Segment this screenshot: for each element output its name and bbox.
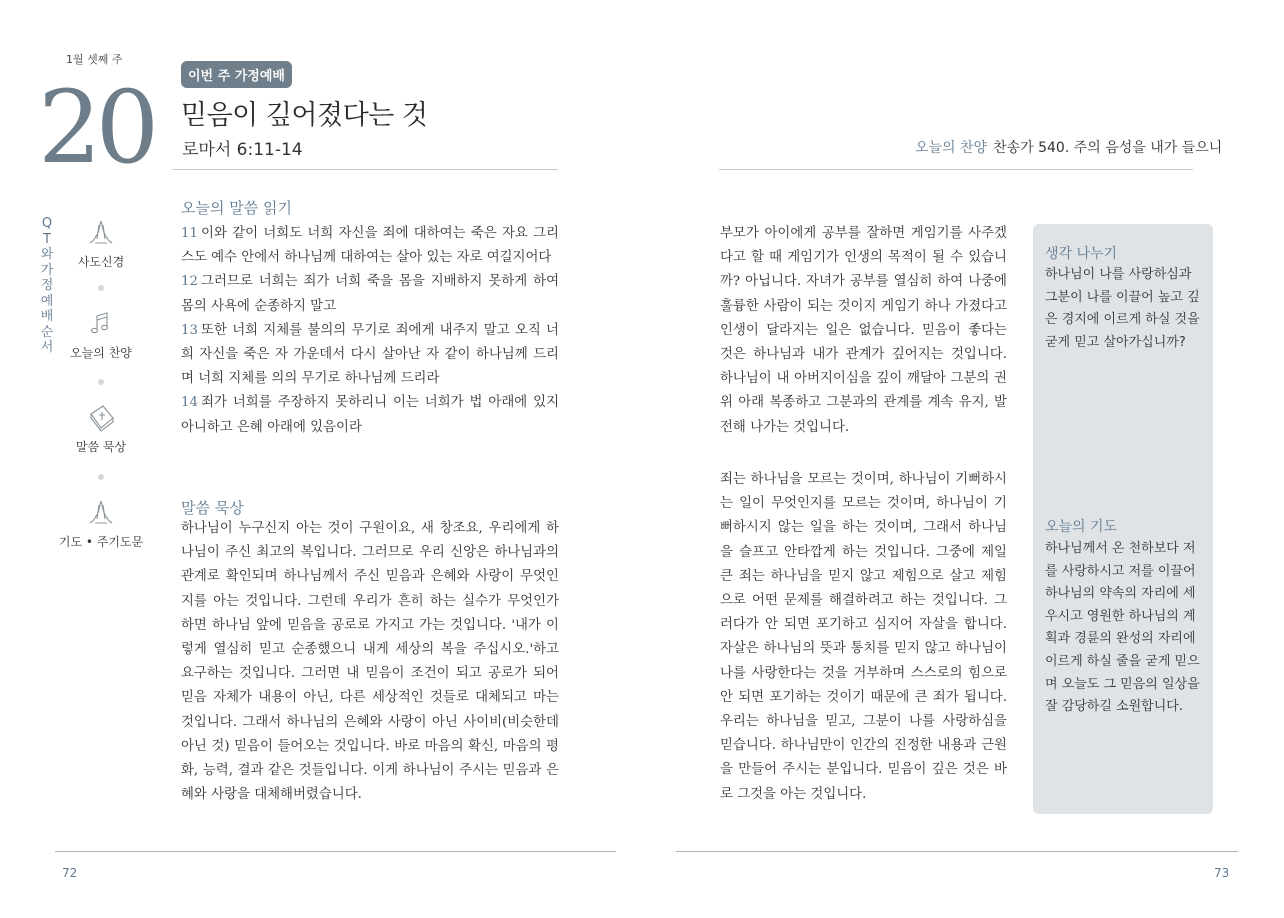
- verse: [181, 274, 559, 313]
- verse-number: 12: [181, 274, 199, 290]
- hymn-title: 찬송가 540. 주의 음성을 내가 들으니: [993, 140, 1223, 156]
- verse-number: 14: [181, 395, 199, 411]
- worship-badge: 이번 주 가정예배: [181, 61, 292, 88]
- step-label: 오늘의 찬양: [70, 346, 132, 360]
- step-separator: [98, 379, 104, 385]
- step-hymn: [56, 310, 146, 361]
- bible-icon: [56, 404, 146, 436]
- body-paragraph-2: 죄는 하나님을 모르는 것이며, 하나님이 기뻐하시는 일이 무엇인지를 모르는 것이며, 하나님이 기뻐하시지 않는 일을 하는 것이며, 그래서 하나님을 슬프고 안타깝게 하는 것입니다. 그중에 제일 큰 죄는 하나님을 믿지 않고 제힘으로 살고 제힘으로 어떤 문제를 해결하려고 하는 것입니다. 그러다가 안 되면 포기하고 심지어 자살을 합니다. 자살은 하나님의 뜻과 통치를 믿지 않고 하나님이 나를 사랑한다는 것을 거부하며 스스로의 힘으로 안 되면 포기하는 것이기 때문에 큰 죄가 됩니다. 우리는 하나님을 믿고, 그분이 나를 사랑하심을 믿습니다. 하나님만이 인간의 진정한 내용과 근원을 만들어 주시는 분입니다. 믿음이 깊은 것은 바로 그것을 아는 것입니다.: [720, 472, 1007, 802]
- step-label: 사도신경: [77, 255, 125, 269]
- hymn-label: 오늘의 찬양: [915, 140, 988, 156]
- step-apostles-creed: [56, 219, 146, 270]
- verse-text: 또한 너희 지체를 불의의 무기로 죄에게 내주지 말고 오직 너희 자신을 죽은 자 가운데서 다시 살아난 자 같이 하나님께 드리며 너희 지체를 의의 무기로 하나님께 드리라: [181, 322, 559, 387]
- day-number: 20: [38, 69, 154, 186]
- footer-divider-left: [55, 851, 616, 852]
- week-label: 1월 셋째 주: [66, 53, 123, 66]
- music-note-icon: [56, 310, 146, 342]
- header-divider-left: [172, 169, 558, 170]
- step-prayer: [56, 499, 146, 550]
- verse-number: 13: [181, 322, 199, 338]
- prayer-text: 하나님께서 온 천하보다 저를 사랑하시고 저를 이끌어 하나님의 약속의 자리에 세우시고 영원한 하나님의 계획과 경륜의 완성의 자리에 이르게 하실 줄을 굳게 믿으며 오늘도 그 믿음의 일상을 잘 감당하길 소원합니다.: [1045, 541, 1200, 715]
- prayer-heading: 오늘의 기도: [1045, 519, 1118, 535]
- page-number-right: 73: [1214, 866, 1230, 880]
- scripture-passage: [181, 222, 559, 440]
- header-divider-right: [719, 169, 1193, 170]
- footer-divider-right: [676, 851, 1238, 852]
- step-label: 말씀 묵상: [75, 440, 127, 454]
- verse-number: 11: [181, 226, 199, 241]
- share-question: 하나님이 나를 사랑하심과 그분이 나를 이끌어 높고 깊은 경지에 이르게 하실 것을 굳게 믿고 살아가십니까?: [1045, 267, 1200, 350]
- step-separator: [98, 285, 104, 291]
- reading-heading: 오늘의 말씀 읽기: [181, 199, 292, 217]
- scripture-reference: 로마서 6:11-14: [182, 140, 303, 160]
- verse-text: 그러므로 너희는 죄가 너희 죽을 몸을 지배하지 못하게 하여 몸의 사욕에 순종하지 말고: [181, 274, 559, 314]
- body-paragraph-1: 부모가 아이에게 공부를 잘하면 게임기를 사주겠다고 할 때 게임기가 인생의 목적이 될 수 있습니까? 아닙니다. 자녀가 공부를 열심히 하여 나중에 훌륭한 사람이 되는 것이지 게임기 하나 가졌다고 인생이 달라지는 일은 없습니다. 믿음이 좋다는 것은 하나님과 내가 관계가 깊어지는 것입니다. 하나님이 내 아버지이심을 깊이 깨달아 그분의 권위 아래 복종하고 그분과의 관계를 계속 유지, 발전해 나가는 것입니다.: [720, 226, 1007, 435]
- step-separator: [98, 474, 104, 480]
- verse-text: 죄가 너희를 주장하지 못하리니 이는 너희가 법 아래에 있지 아니하고 은혜 아래에 있음이라: [181, 395, 559, 435]
- step-label: 기도 • 주기도문: [58, 535, 144, 549]
- page-title: 믿음이 깊어졌다는 것: [181, 100, 428, 131]
- praying-hands-icon: [56, 499, 146, 531]
- verse: [181, 323, 559, 386]
- share-heading: 생각 나누기: [1045, 246, 1118, 262]
- meditation-text: 하나님이 누구신지 아는 것이 구원이요, 새 창조요, 우리에게 하나님이 주신 최고의 복입니다. 그러므로 우리 신앙은 하나님과의 관계로 확인되며 하나님께서 주신 믿음과 은혜와 사랑이 무엇인지를 아는 것입니다. 그런데 우리가 흔히 하는 실수가 무엇인가 하면 하나님 앞에 믿음을 공로로 가지고 가는 것입니다. '내가 이렇게 열심히 믿고 순종했으니 내게 세상의 복을 주십시오.'하고 요구하는 것입니다. 그러면 내 믿음이 조건이 되고 공로가 되어 믿음 자체가 내용이 아닌, 다른 세상적인 것들로 대체되고 마는 것입니다. 그래서 하나님의 은혜와 사랑이 아닌 사이비(비슷한데 아닌 것) 믿음이 들어오는 것입니다. 바로 마음의 확신, 마음의 평화, 능력, 결과 같은 것들입니다. 이게 하나님이 주시는 믿음과 은혜와 사랑을 대체해버렸습니다.: [181, 521, 559, 803]
- meditation-heading: 말씀 묵상: [181, 499, 244, 517]
- page-number-left: 72: [62, 866, 78, 880]
- verse: [181, 226, 559, 265]
- verse: [181, 395, 559, 434]
- verse-text: 이와 같이 너희도 너희 자신을 죄에 대하여는 죽은 자요 그리스도 예수 안에서 하나님께 대하여는 살아 있는 자로 여길지어다: [181, 226, 559, 266]
- order-vertical-label: QT와 가정예배 순서: [40, 216, 54, 355]
- todays-hymn: [915, 137, 1222, 157]
- praying-hands-icon: [56, 219, 146, 251]
- step-meditation: [56, 404, 146, 455]
